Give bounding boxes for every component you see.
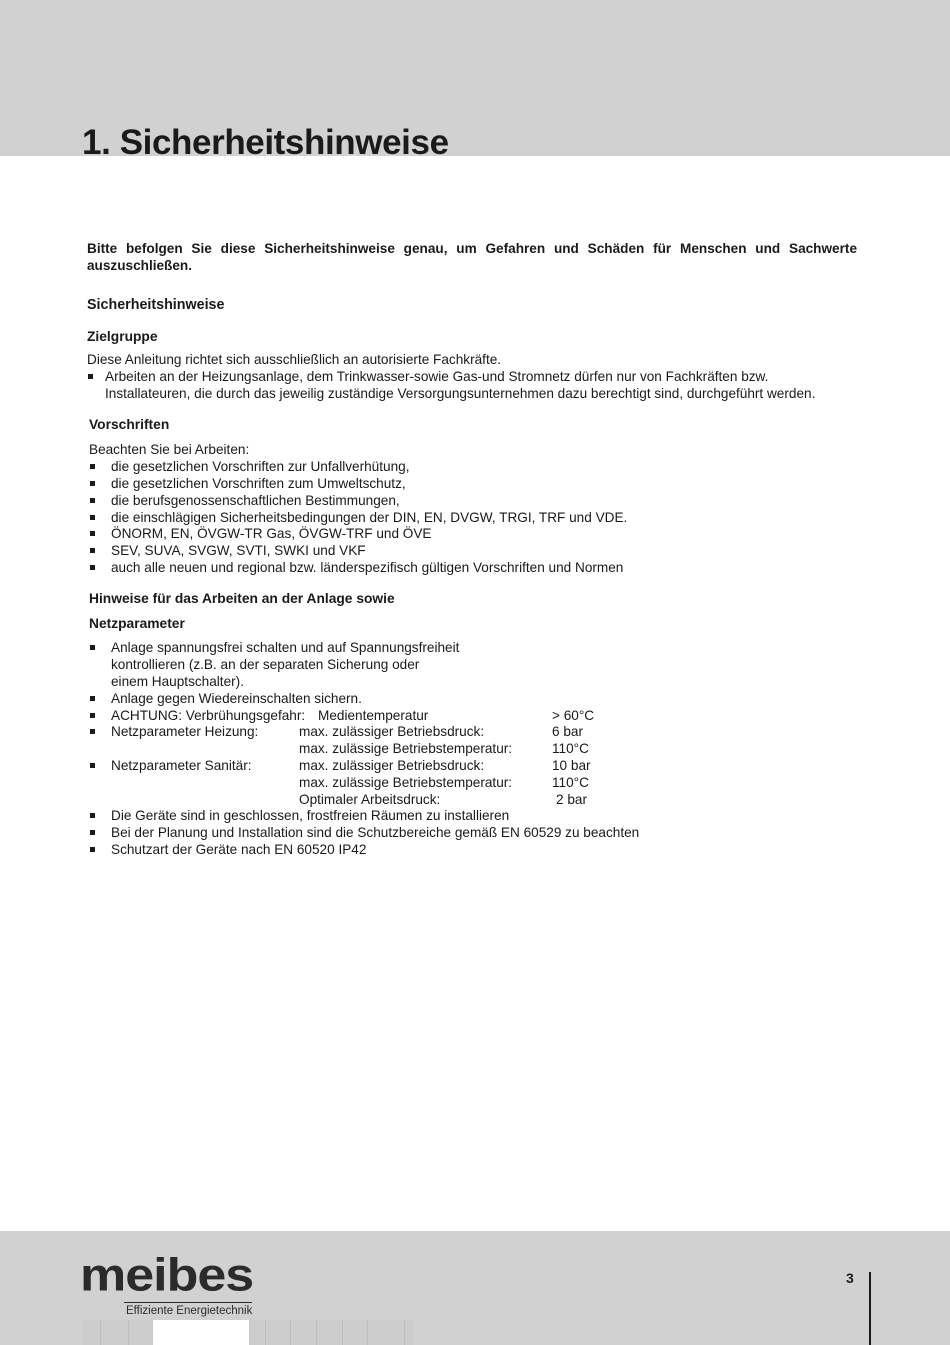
brand-underline: [124, 1302, 252, 1303]
list-item: auch alle neuen und regional bzw. länderspezifisch gültigen Vorschriften und Normen: [89, 560, 857, 577]
section-title: Sicherheitshinweise: [87, 296, 225, 313]
netzparameter-heading: Netzparameter: [89, 615, 185, 631]
param-row: [89, 741, 857, 758]
list-item: Anlage gegen Wiedereinschalten sichern.: [89, 691, 857, 708]
footer-divider: [128, 1320, 129, 1345]
footer-divider: [342, 1320, 343, 1345]
achtung-value: > 60°C: [552, 707, 595, 723]
footer-divider: [265, 1320, 266, 1345]
param-row: [89, 792, 857, 809]
list-item: die gesetzlichen Vorschriften zum Umweltschutz,: [89, 476, 857, 493]
list-item: SEV, SUVA, SVGW, SVTI, SWKI und VKF: [89, 543, 857, 560]
list-item: Arbeiten an der Heizungsanlage, dem Trinkwasser-sowie Gas-und Stromnetz dürfen nur von Fachkräften bzw. Installateuren, die durch das jeweilig zuständige Versorgungsunternehmen dazu berechtigt sind, durchgeführt werden.: [87, 369, 857, 403]
param-name: max. zulässiger Betriebsdruck:: [299, 757, 485, 773]
footer-divider: [100, 1320, 101, 1345]
page-title: 1. Sicherheitshinweise: [82, 123, 449, 162]
vorschriften-section: [89, 417, 857, 859]
achtung-label: ACHTUNG: Verbrühungsgefahr:: [111, 707, 306, 723]
footer-divider: [367, 1320, 368, 1345]
heizung-label: Netzparameter Heizung:: [111, 724, 259, 740]
param-row: [89, 775, 857, 792]
footer-white-block: [153, 1320, 249, 1345]
vorschriften-intro: Beachten Sie bei Arbeiten:: [89, 442, 250, 458]
brand-logo: meibes: [80, 1248, 254, 1302]
list-item-line: Anlage spannungsfrei schalten und auf Spannungsfreiheit: [111, 640, 460, 656]
achtung-row: [89, 708, 857, 725]
sanitaer-row: [89, 758, 857, 775]
param-value: 2 bar: [556, 791, 587, 807]
list-item: Die Geräte sind in geschlossen, frostfreien Räumen zu installieren: [89, 808, 857, 825]
param-name: max. zulässige Betriebstemperatur:: [299, 741, 513, 757]
zielgruppe-heading: Zielgruppe: [87, 329, 158, 345]
param-value: 10 bar: [552, 757, 591, 773]
param-value: 110°C: [552, 741, 589, 757]
document-body: [87, 241, 857, 859]
achtung-param: Medientemperatur: [318, 707, 429, 723]
page-number: 3: [846, 1270, 854, 1286]
param-value: 110°C: [552, 774, 589, 790]
param-value: 6 bar: [552, 724, 583, 740]
footer-divider: [404, 1320, 405, 1345]
hinweise-heading: Hinweise für das Arbeiten an der Anlage sowie: [89, 590, 395, 606]
list-item: die einschlägigen Sicherheitsbedingungen der DIN, EN, DVGW, TRGI, TRF und VDE.: [89, 510, 857, 527]
list-item: die berufsgenossenschaftlichen Bestimmungen,: [89, 493, 857, 510]
vorschriften-list: [89, 459, 857, 577]
list-item: die gesetzlichen Vorschriften zur Unfallverhütung,: [89, 459, 857, 476]
list-item-line: einem Hauptschalter).: [111, 673, 244, 689]
param-name: max. zulässiger Betriebsdruck:: [299, 724, 485, 740]
vorschriften-heading: Vorschriften: [89, 416, 170, 432]
list-item-line: kontrollieren (z.B. an der separaten Sicherung oder: [111, 657, 420, 673]
list-item: Schutzart der Geräte nach EN 60520 IP42: [89, 842, 857, 859]
param-name: max. zulässige Betriebstemperatur:: [299, 774, 513, 790]
list-item: ÖNORM, EN, ÖVGW-TR Gas, ÖVGW-TRF und ÖVE: [89, 526, 857, 543]
zielgruppe-text: Diese Anleitung richtet sich ausschließlich an autorisierte Fachkräfte.: [87, 352, 502, 368]
list-item: [89, 640, 857, 690]
sanitaer-label: Netzparameter Sanitär:: [111, 757, 252, 773]
intro-text: Bitte befolgen Sie diese Sicherheitshinweise genau, um Gefahren und Schäden für Menschen und Sachwerte auszuschließen.: [87, 241, 857, 273]
netzparameter-list: [89, 640, 857, 858]
heizung-row: [89, 724, 857, 741]
page-number-rule: [869, 1272, 871, 1345]
zielgruppe-list: [87, 369, 857, 403]
footer-divider: [316, 1320, 317, 1345]
brand-tagline: Effiziente Energietechnik: [126, 1305, 253, 1317]
footer-divider: [290, 1320, 291, 1345]
param-name: Optimaler Arbeitsdruck:: [299, 791, 441, 807]
list-item: Bei der Planung und Installation sind die Schutzbereiche gemäß EN 60529 zu beachten: [89, 825, 857, 842]
